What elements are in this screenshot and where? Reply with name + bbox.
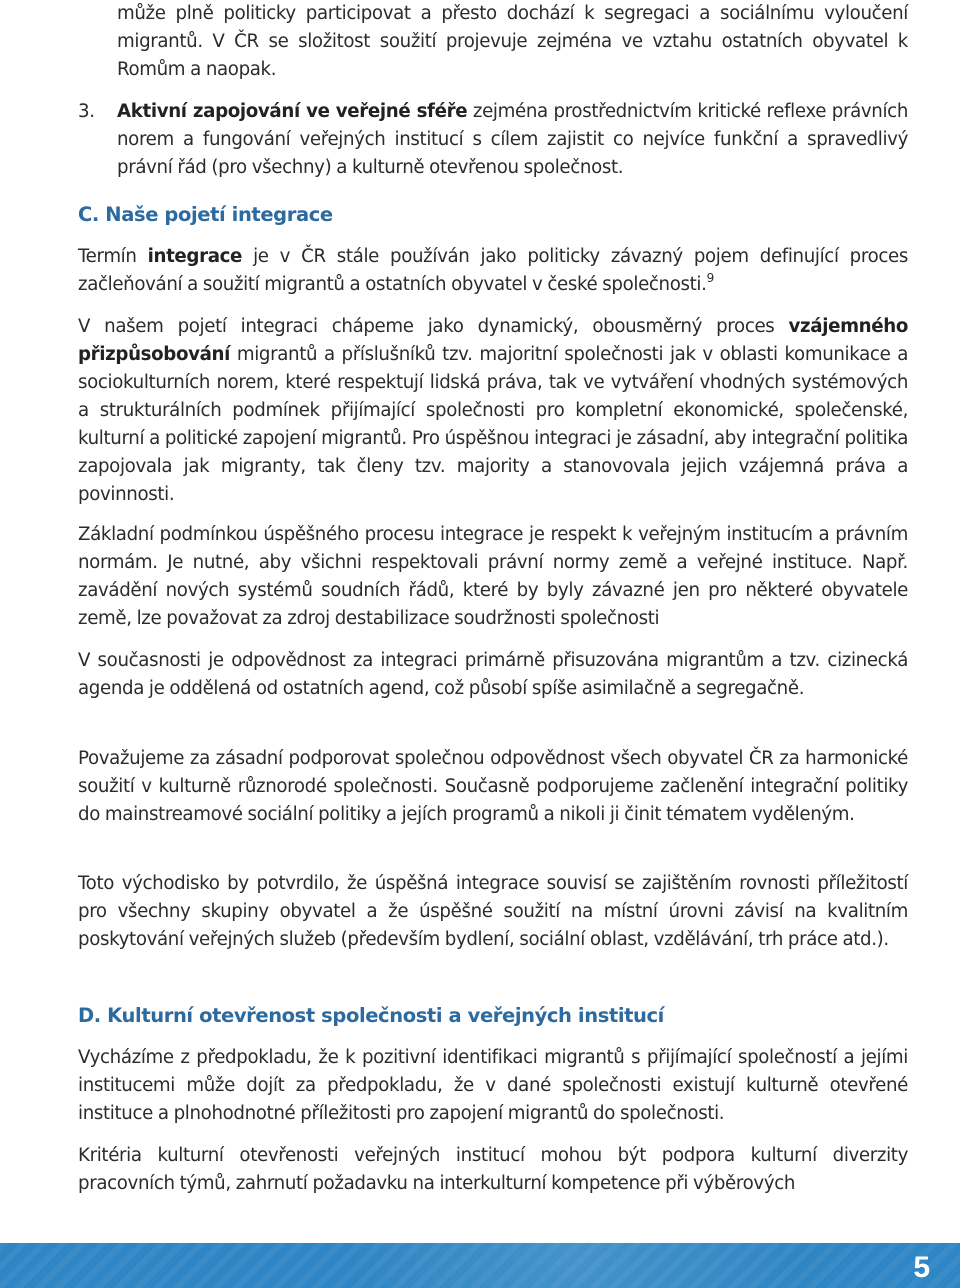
list-item-number: 3. [78,101,95,122]
paragraph-assumption: Vycházíme z předpokladu, že k pozitivní identifikaci migrantů s přijímající společností a jejími institucemi může dojít za předpokladu, že v dané společnosti existují kulturně otevřené instituce a plnohodnotné příležitosti pro zapojení migrantů do společnosti. [78,1047,908,1124]
continued-text: může plně politicky participovat a přesto dochází k segregaci a sociálnímu vyloučení migrantů. V ČR se složitost soužití projevuje zejména ve vztahu ostatních obyvatel k Romům a naopak. [117,3,908,80]
paragraph-current-responsibility: V současnosti je odpovědnost za integraci primárně přisuzována migrantům a tzv. cizinecká agenda je oddělená od ostatních agend, což působí spíše asimilačně a segregačně. [78,650,908,699]
footer-band [0,1243,960,1288]
paragraph-basic-condition: Základní podmínkou úspěšného procesu integrace je respekt k veřejným institucím a právním normám. Je nutné, aby všichni respektovali právní normy země a veřejné instituce. Např. zavádění nových systémů soudních řádů, které by byly závazné jen pro některé obyvatele země, lze považovat za zdroj destabilizace soudržnosti společnosti [78,524,908,629]
list-item-3-text: zejména prostřednictvím kritické reflexe právních norem a fungování veřejných institucí s cílem zajistit co nejvíce funkční a spravedlivý právní řád (pro všechny) a kulturně otevřenou společnost. [117,101,908,178]
p1-bold: integrace [147,246,243,267]
page-number: 5 [913,1251,930,1284]
footnote-marker: 9 [706,271,714,285]
paragraph-our-concept [78,313,908,509]
p1-text-b: je v ČR stále používán jako politicky závazný pojem definující proces začleňování a soužití migrantů a ostatních obyvatel v české společnosti. [78,246,908,295]
paragraph-integration-term [78,243,908,299]
section-heading-c: C. Naše pojetí integrace [78,203,333,226]
p2-bold: vzájemného přizpůsobování [78,316,908,365]
paragraph-shared-responsibility: Považujeme za zásadní podporovat společnou odpovědnost všech obyvatel ČR za harmonické soužití v kulturně různorodé společnosti. Současně podporujeme začlenění integrační politiky do mainstreamové sociální politiky a jejích programů a nikoli ji činit tématem vyděleným. [78,748,908,825]
section-heading-d: D. Kulturní otevřenost společnosti a veřejných institucí [78,1004,664,1027]
list-item-3-bold: Aktivní zapojování ve veřejné sféře [117,101,468,122]
p2-text-a: V našem pojetí integraci chápeme jako dynamický, obousměrný proces [78,316,789,337]
p2-text-b: migrantů a příslušníků tzv. majoritní společnosti jak v oblasti komunikace a sociokulturních norem, které respektují lidská práva, tak ve vytváření vhodných systémových a strukturálních podmínek přijímající společnosti pro kompletní ekonomické, společenské, kulturní a politické zapojení migrantů. Pro úspěšnou integraci je zásadní, aby integrační politika zapojovala jak migranty, tak členy tzv. majority a stanovovala jejich vzájemná práva a povinnosti. [78,344,908,505]
paragraph-starting-point: Toto východisko by potvrdilo, že úspěšná integrace souvisí se zajištěním rovnosti příležitostí pro všechny skupiny obyvatel a že úspěšné soužití na místní úrovni závisí na kvalitním poskytování veřejných služeb (především bydlení, sociální oblast, vzdělávání, trh práce atd.). [78,873,908,950]
list-item-3 [117,98,908,182]
paragraph-criteria: Kritéria kulturní otevřenosti veřejných institucí mohou být podpora kulturní diverzity pracovních týmů, zahrnutí požadavku na interkulturní kompetence při výběrových [78,1145,908,1194]
continued-paragraph [117,0,908,84]
p1-text-a: Termín [78,246,148,267]
